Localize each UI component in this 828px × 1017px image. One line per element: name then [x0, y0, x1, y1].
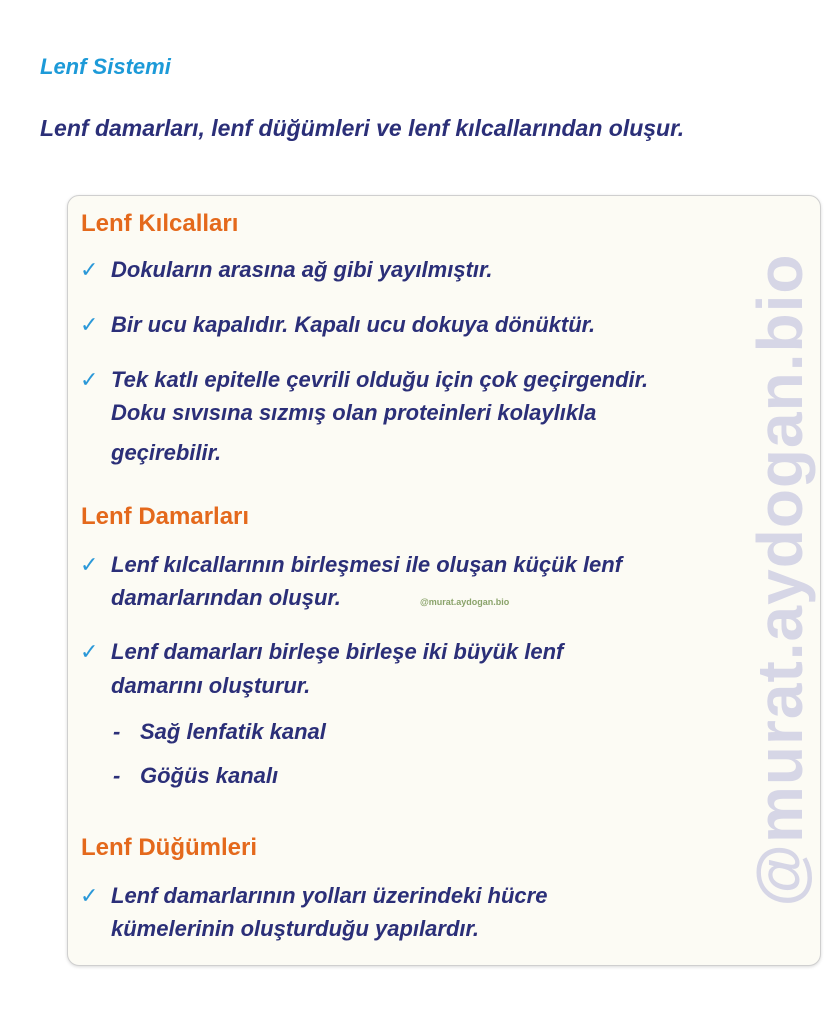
list-item-continued: damarını oluşturur.: [111, 673, 311, 698]
page-subtitle: Lenf damarları, lenf düğümleri ve lenf kılcallarından oluşur.: [40, 115, 685, 141]
section-heading: Lenf Düğümleri: [81, 834, 258, 861]
page-title: Lenf Sistemi: [40, 54, 171, 79]
check-icon: ✓: [80, 639, 99, 664]
list-item-continued: damarlarından oluşur.: [111, 585, 341, 610]
dash: -: [113, 763, 121, 788]
check-icon: ✓: [80, 552, 99, 577]
dash: -: [113, 719, 121, 744]
list-item-continued: kümelerinin oluşturduğu yapılardır.: [111, 916, 479, 941]
section-heading: Lenf Damarları: [81, 503, 250, 530]
check-icon: ✓: [80, 883, 99, 908]
list-item-continued: Doku sıvısına sızmış olan proteinleri kolaylıkla: [111, 400, 597, 425]
sub-item: Göğüs kanalı: [140, 763, 279, 788]
check-icon: ✓: [80, 257, 99, 282]
sub-item: Sağ lenfatik kanal: [140, 719, 326, 744]
list-item: Lenf kılcallarının birleşmesi ile oluşan küçük lenf: [111, 552, 623, 577]
list-item: Bir ucu kapalıdır. Kapalı ucu dokuya dönüktür.: [111, 312, 596, 337]
list-item: Tek katlı epitelle çevrili olduğu için çok geçirgendir.: [111, 367, 649, 392]
small-watermark: @murat.aydogan.bio: [420, 597, 510, 607]
check-icon: ✓: [80, 367, 99, 392]
check-icon: ✓: [80, 312, 99, 337]
list-item: Dokuların arasına ağ gibi yayılmıştır.: [111, 257, 493, 282]
list-item-continued: geçirebilir.: [111, 440, 222, 465]
list-item: Lenf damarlarının yolları üzerindeki hücre: [111, 883, 548, 908]
list-item: Lenf damarları birleşe birleşe iki büyük lenf: [111, 639, 564, 664]
watermark: @murat.aydogan.bio: [744, 253, 816, 907]
section-heading: Lenf Kılcalları: [81, 210, 239, 237]
